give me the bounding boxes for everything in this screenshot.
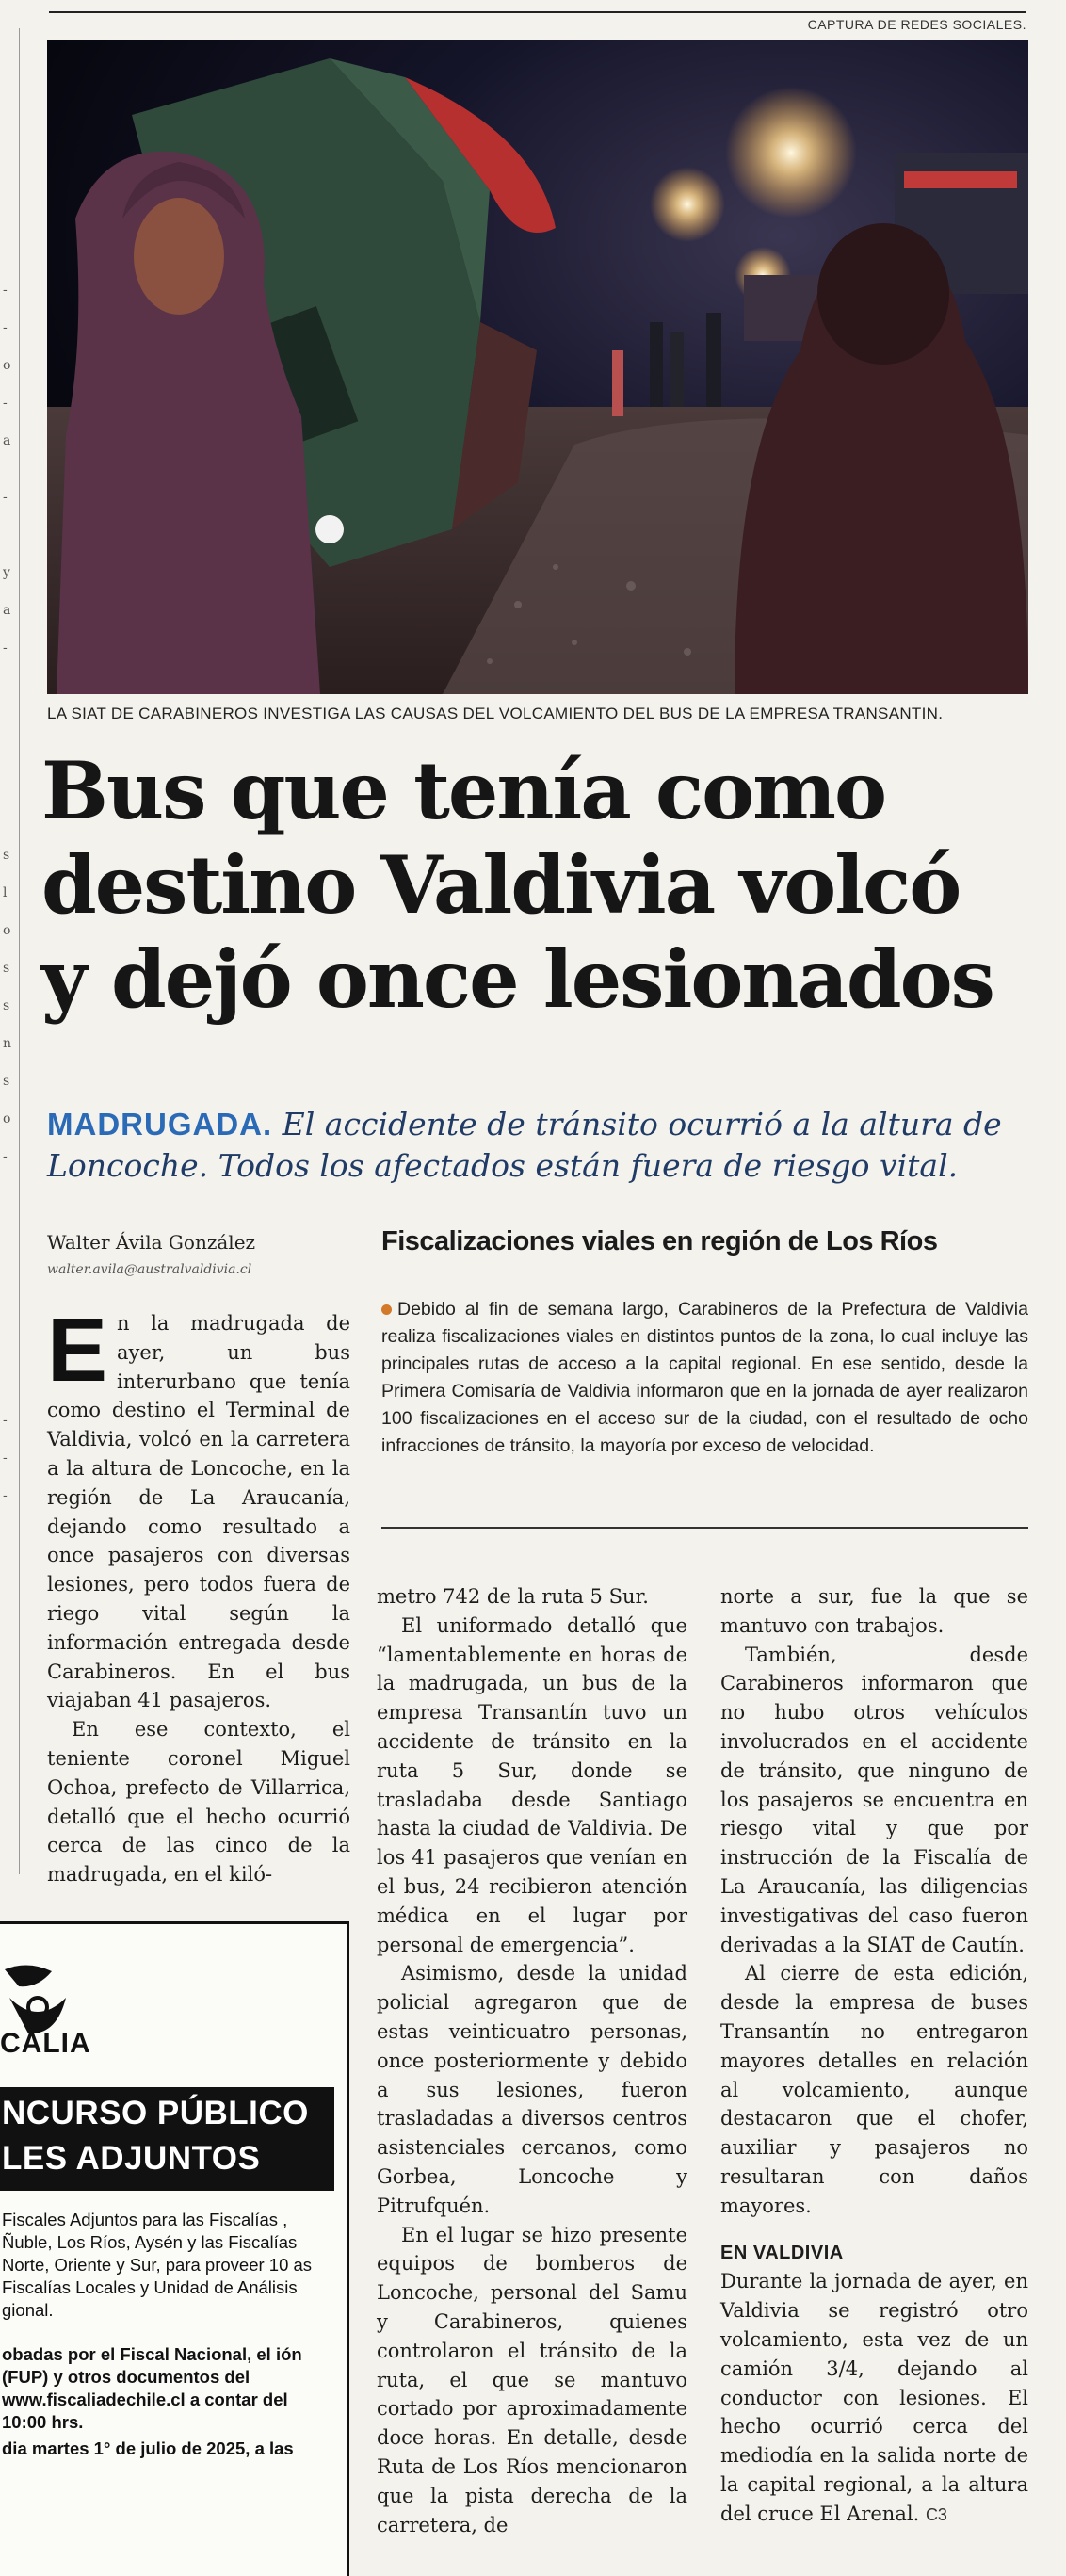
- deck-label: MADRUGADA.: [47, 1107, 273, 1142]
- sidebar-box-body: [381, 1296, 1028, 1460]
- paragraph: norte a sur, fue la que se mantuvo con trabajos.: [720, 1585, 1028, 1637]
- sidebar-box-title: Fiscalizaciones viales en región de Los Ríos: [381, 1226, 938, 1256]
- sidebar-box-text: Debido al fin de semana largo, Carabineros de la Prefectura de Valdivia realiza fiscalizaciones viales en distintos puntos de la zona, lo cual incluye las principales rutas de acceso a la capital regional. En ese sentido, desde la Primera Comisaría de Valdivia informaron que en la jornada de ayer realizaron 100 fiscalizaciones en el acceso sur de la ciudad, con el resultado de ocho infracciones de tránsito, la mayoría por exceso de velocidad.: [381, 1299, 1028, 1456]
- author-email: walter.avila@australvaldivia.cl: [47, 1262, 252, 1277]
- top-rule: [49, 11, 1026, 13]
- photo-caption: LA SIAT DE CARABINEROS INVESTIGA LAS CAUSAS DEL VOLCAMIENTO DEL BUS DE LA EMPRESA TRANSANTIN.: [47, 705, 944, 722]
- ad-title-line-1: NCURSO PÚBLICO: [2, 2095, 309, 2131]
- article-column-2: [377, 1582, 687, 2539]
- headline: [41, 744, 1040, 1027]
- paragraph: En el lugar se hizo presente equipos de bomberos de Loncoche, personal del Samu y Carabineros, quienes controlaron el tránsito de la ruta, el que se mantuvo cortado por aproximadamente doce horas. En detalle, desde Ruta de Los Ríos mencionaron que la pista derecha de la carretera, de: [377, 2223, 687, 2536]
- headline-line-1: Bus que tenía como: [41, 744, 886, 837]
- paragraph: También, desde Carabineros informaron que no hubo otros vehículos involucrados en el accidente de tránsito, que ninguno de los pasajeros se encuentra en riesgo vital y que por instrucción de la Fiscalía de La Araucanía, las diligencias investigativas del caso fueron derivadas a la SIAT de Cautín.: [720, 1643, 1028, 1956]
- ad-body-3: dia martes 1° de julio de 2025, a las: [2, 2438, 294, 2458]
- ad-title-line-2: LES ADJUNTOS: [2, 2140, 261, 2177]
- end-mark: C3: [925, 2504, 947, 2524]
- accident-photo: [47, 40, 1028, 694]
- ad-body: Fiscales Adjuntos para las Fiscalías , Ñuble, Los Ríos, Aysén y las Fiscalías Norte, Oriente y Sur, para proveer 10 as Fiscalías Locales y Unidad de Análisis gional.: [2, 2210, 313, 2320]
- headline-line-3: y dejó once lesionados: [41, 932, 993, 1026]
- headline-line-2: destino Valdivia volcó: [41, 838, 961, 932]
- photo-credit: CAPTURA DE REDES SOCIALES.: [807, 17, 1026, 32]
- paragraph: En la madrugada de ayer, un bus interurbano que tenía como destino el Terminal de Valdivia, volcó en la carretera a la altura de Loncoche, en la región de La Araucanía, dejando como resultado a once pasajeros con diversas lesiones, pero todos fuera de riego vital según la información entregada desde Carabineros. En el bus viajaban 41 pasajeros.: [47, 1300, 350, 1712]
- author-byline: Walter Ávila González: [47, 1231, 256, 1254]
- subhead: EN VALDIVIA: [720, 2242, 844, 2263]
- advertisement-box: [0, 1921, 349, 2576]
- paragraph: Asimismo, desde la unidad policial agregaron que de estas veinticuatro personas, once posteriormente y debido a sus lesiones, fueron trasladadas a diversos centros asistenciales cercanos, como Gorbea, Loncoche y Pitrufquén.: [377, 1962, 687, 2217]
- ad-body-2: obadas por el Fiscal Nacional, el ión (FUP) y otros documentos del www.fiscaliadechile.cl a contar del 10:00 hrs.: [2, 2344, 302, 2432]
- paragraph: Durante la jornada de ayer, en Valdivia se registró otro volcamiento, esta vez de un camión 3/4, dejando al conductor con lesiones. El hecho ocurrió cerca del mediodía en la salida norte de la capital regional, a la altura del cruce El Arenal. C3: [720, 2270, 1028, 2525]
- deck-text: El accidente de tránsito ocurrió a la altura de Loncoche. Todos los afectados están fuera de riesgo vital.: [47, 1106, 1002, 1184]
- bullet-icon: [381, 1304, 392, 1315]
- drop-cap: E: [47, 1300, 108, 1401]
- article-column-1: [47, 1300, 350, 1889]
- paragraph: El uniformado detalló que “lamentablemente en horas de la madrugada, un bus de la empresa Transantín tuvo un accidente de tránsito en la ruta 5 Sur, donde se trasladaba desde Santiago hasta la ciudad de Valdivia. De los 41 pasajeros que venían en el bus, 24 recibieron atención médica en el lugar por personal de emergencia”.: [377, 1613, 687, 1956]
- column-divider-left: [19, 28, 20, 1874]
- paragraph: metro 742 de la ruta 5 Sur.: [377, 1585, 649, 1608]
- deck: [47, 1104, 1036, 1187]
- article-column-3: [720, 1582, 1028, 2530]
- sidebar-box-rule: [381, 1527, 1028, 1529]
- adjacent-article-fragment: - - o - a - y a - s l o s s n s o - - - -: [3, 283, 12, 1503]
- paragraph: En ese contexto, el teniente coronel Miguel Ochoa, prefecto de Villarrica, detalló que el hecho ocurrió cerca de las cinco de la madrugada, en el kiló-: [47, 1718, 350, 1887]
- ad-logo-text: CALIA: [0, 2028, 91, 2059]
- ad-title-band: [0, 2087, 334, 2191]
- paragraph: Al cierre de esta edición, desde la empresa de buses Transantín no entregaron mayores detalles en relación al volcamiento, aunque destacaron que el chofer, auxiliar y pasajeros no resultaran con daños mayores.: [720, 1962, 1028, 2217]
